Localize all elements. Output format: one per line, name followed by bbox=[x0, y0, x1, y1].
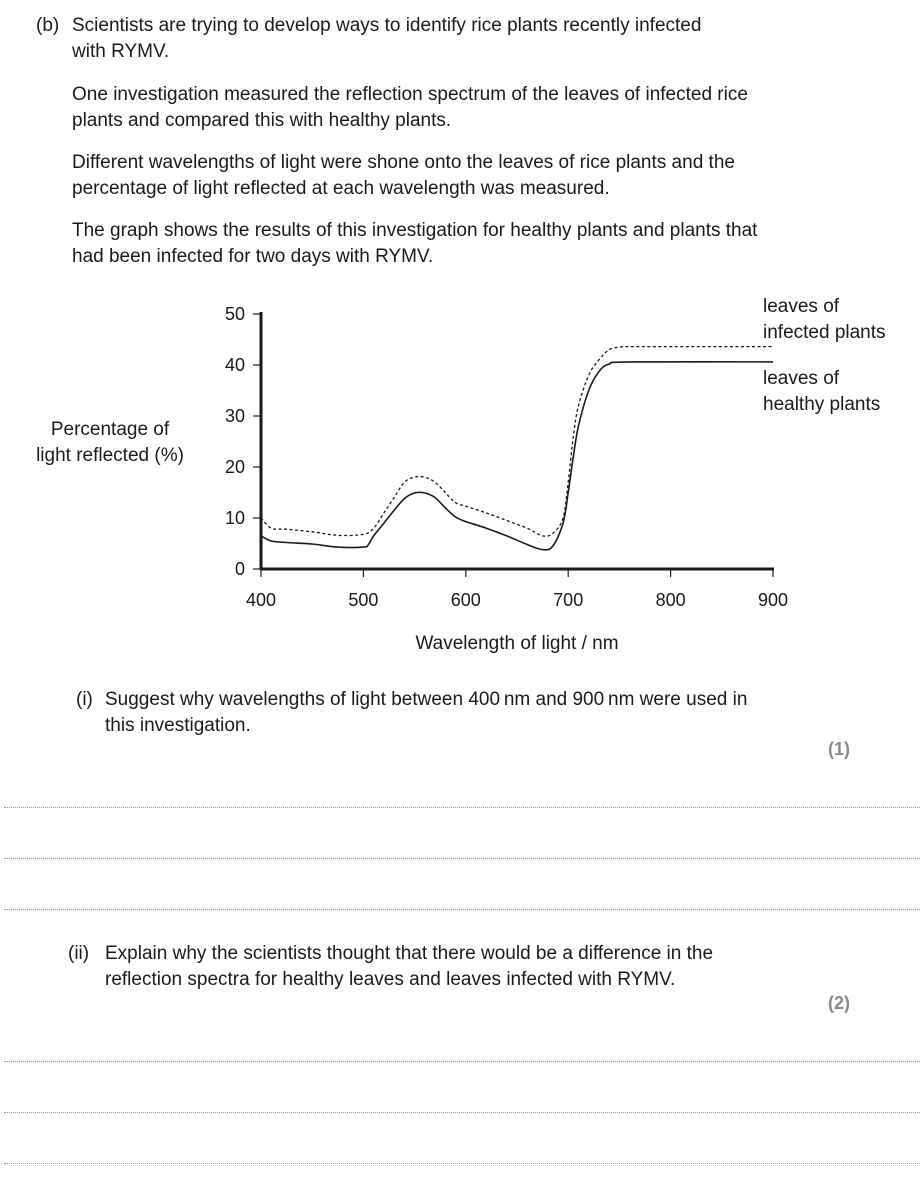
y-tick-label: 30 bbox=[224, 406, 245, 426]
y-tick-label: 20 bbox=[224, 457, 245, 477]
answer-line[interactable] bbox=[4, 1163, 920, 1164]
question-ii-text: Explain why the scientists thought that there would be a difference in the reflection spectra for healthy leaves and leaves infected with RYMV. bbox=[105, 943, 714, 990]
marks-ii: (2) bbox=[828, 993, 850, 1013]
y-tick-label: 50 bbox=[224, 304, 245, 324]
paragraph-1: One investigation measured the reflection spectrum of the leaves of infected rice plants and compared this with healthy plants. bbox=[72, 84, 748, 131]
x-tick-label: 700 bbox=[553, 590, 584, 610]
healthy-series-label: leaves of bbox=[763, 368, 840, 389]
question-label-i: (i) bbox=[76, 689, 93, 710]
question-label-b: (b) bbox=[36, 15, 60, 36]
x-tick-label: 500 bbox=[348, 590, 379, 610]
x-tick-label: 900 bbox=[757, 590, 789, 610]
paragraph-3: The graph shows the results of this investigation for healthy plants and plants that had been infected for two days with RYMV. bbox=[72, 220, 758, 267]
healthy-plants-line bbox=[261, 362, 773, 550]
y-tick-label: 40 bbox=[224, 355, 245, 375]
y-axis-label: light reflected (%) bbox=[36, 445, 184, 466]
answer-line[interactable] bbox=[4, 858, 920, 859]
healthy-series-label: healthy plants bbox=[763, 394, 881, 415]
x-tick-label: 800 bbox=[655, 590, 686, 610]
x-tick-label: 400 bbox=[245, 590, 277, 610]
chart-series bbox=[261, 347, 773, 550]
infected-series-label: leaves of bbox=[763, 296, 840, 317]
y-axis-label: Percentage of bbox=[50, 419, 170, 440]
intro-text: Scientists are trying to develop ways to identify rice plants recently infected with RYMV. bbox=[72, 15, 702, 62]
x-tick-label: 600 bbox=[450, 590, 481, 610]
marks-i: (1) bbox=[828, 739, 850, 759]
y-tick-label: 0 bbox=[234, 559, 245, 579]
infected-series-label: infected plants bbox=[763, 322, 886, 343]
question-i-text: Suggest why wavelengths of light between 400 nm and 900 nm were used in this investigation. bbox=[105, 689, 748, 736]
chart-axes bbox=[260, 312, 774, 569]
answer-line[interactable] bbox=[4, 1112, 920, 1113]
answer-line[interactable] bbox=[4, 1061, 920, 1062]
question-label-ii: (ii) bbox=[68, 943, 90, 964]
x-axis-label: Wavelength of light / nm bbox=[415, 633, 619, 654]
answer-line[interactable] bbox=[4, 807, 920, 808]
infected-plants-line bbox=[261, 347, 773, 537]
answer-line[interactable] bbox=[4, 909, 920, 910]
chart-ticks bbox=[225, 304, 788, 610]
paragraph-2: Different wavelengths of light were shone onto the leaves of rice plants and the percentage of light reflected at each wavelength was measured. bbox=[72, 152, 735, 199]
y-tick-label: 10 bbox=[224, 508, 245, 528]
